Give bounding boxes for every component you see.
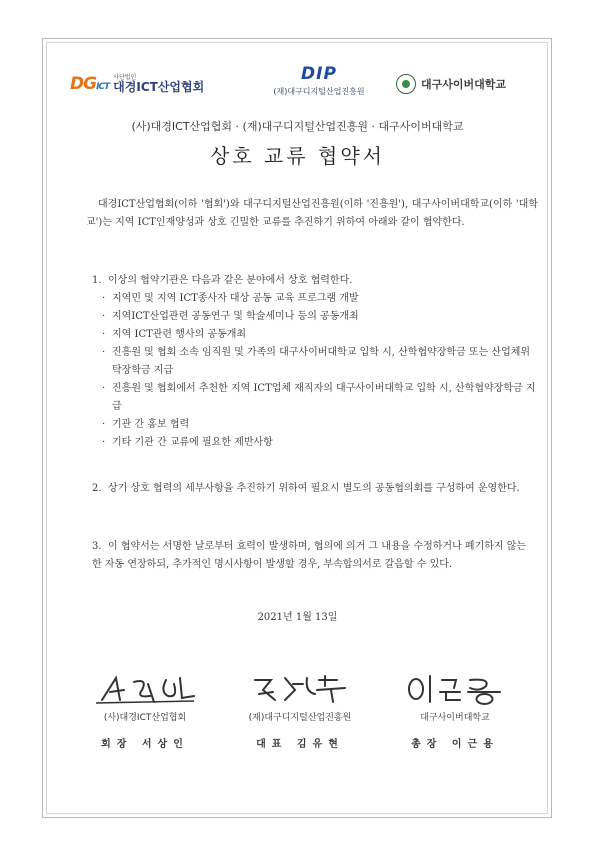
article-1-item: · 진흥원 및 협회 소속 임직원 및 가족의 대구사이버대학교 입학 시, 산학협약장학금 또는 산업체위탁장학금 지급: [102, 344, 538, 380]
univ-seal-icon: [396, 74, 416, 94]
signatory-2: [225, 672, 375, 750]
univ-logo: [396, 74, 506, 94]
intro-paragraph: 대경ICT산업협회(이하 '협회')와 대구디지털산업진흥원(이하 '진흥원'), 대구사이버대학교(이하 '대학교')는 지역 ICT인재양성과 상호 긴밀한 교류를 추진하기 위하여 아래와 같이 협약한다.: [86, 199, 538, 228]
signature-3-image: [400, 672, 510, 706]
article-1-item: · 지역민 및 지역 ICT종사자 대상 공동 교육 프로그램 개발: [102, 290, 538, 308]
article-1-item: · 기관 간 홍보 협력: [102, 416, 538, 434]
signature-block: [70, 672, 530, 762]
signing-date: 2021년 1월 13일: [257, 612, 338, 623]
article-1-item: · 지역 ICT관련 행사의 공동개최: [102, 326, 538, 344]
article-3-text: 이 협약서는 서명한 날로부터 효력이 발생하며, 협의에 의거 그 내용을 수정하거나 폐기하지 않는 한 자동 연장하되, 추가적인 명시사항이 발생할 경우, 부속합의서로 갈음할 수 있다.: [92, 541, 527, 570]
signatory-3-org: 대구사이버대학교: [420, 713, 490, 723]
signature-2-image: [245, 672, 355, 706]
dip-logo: [264, 64, 374, 97]
dip-mark: DIP: [301, 64, 337, 84]
signatory-1-name: 회장 서상인: [101, 739, 189, 750]
article-3: [92, 538, 538, 574]
univ-name: 대구사이버대학교: [421, 78, 507, 91]
dgict-logo: [70, 74, 204, 94]
signatory-1: [70, 672, 220, 750]
parties-line: (사)대경ICT산업협회 · (재)대구디지털산업진흥원 · 대구사이버대학교: [131, 120, 464, 133]
article-2-text: 상기 상호 협력의 세부사항을 추진하기 위하여 필요시 별도의 공동협의회를 구성하여 운영한다.: [108, 483, 520, 494]
logo-row: [60, 62, 538, 108]
dgict-sub: 사단법인: [113, 74, 137, 81]
signatory-3-name: 총장 이근용: [411, 739, 499, 750]
signatory-3: [380, 672, 530, 750]
article-1-item: · 진흥원 및 협회에서 추천한 지역 ICT업체 재직자의 대구사이버대학교 입학 시, 산학협약장학금 지급: [102, 380, 538, 416]
signature-1-image: [90, 672, 200, 706]
dip-name: (재)대구디지털산업진흥원: [273, 87, 365, 96]
article-3-num: 3.: [92, 541, 102, 552]
article-1: [92, 272, 538, 452]
article-2: [92, 480, 538, 498]
signatory-2-name: 대표 김유현: [256, 739, 344, 750]
article-1-items: [92, 290, 538, 452]
signatory-1-org: (사)대경ICT산업협회: [103, 713, 187, 723]
article-2-num: 2.: [92, 483, 102, 494]
article-1-num: 1.: [92, 275, 102, 286]
article-1-item: · 지역ICT산업관련 공동연구 및 학술세미나 등의 공동개최: [102, 308, 538, 326]
dgict-mark: DGICT: [70, 74, 110, 94]
article-1-item: · 기타 기관 간 교류에 필요한 제반사항: [102, 434, 538, 452]
signatory-2-org: (재)대구디지털산업진흥원: [248, 713, 352, 723]
dgict-name: 대경ICT산업협회: [113, 80, 205, 94]
article-1-lead: 이상의 협약기관은 다음과 같은 분야에서 상호 협력한다.: [108, 275, 353, 286]
document-title: 상호 교류 협약서: [210, 144, 385, 168]
